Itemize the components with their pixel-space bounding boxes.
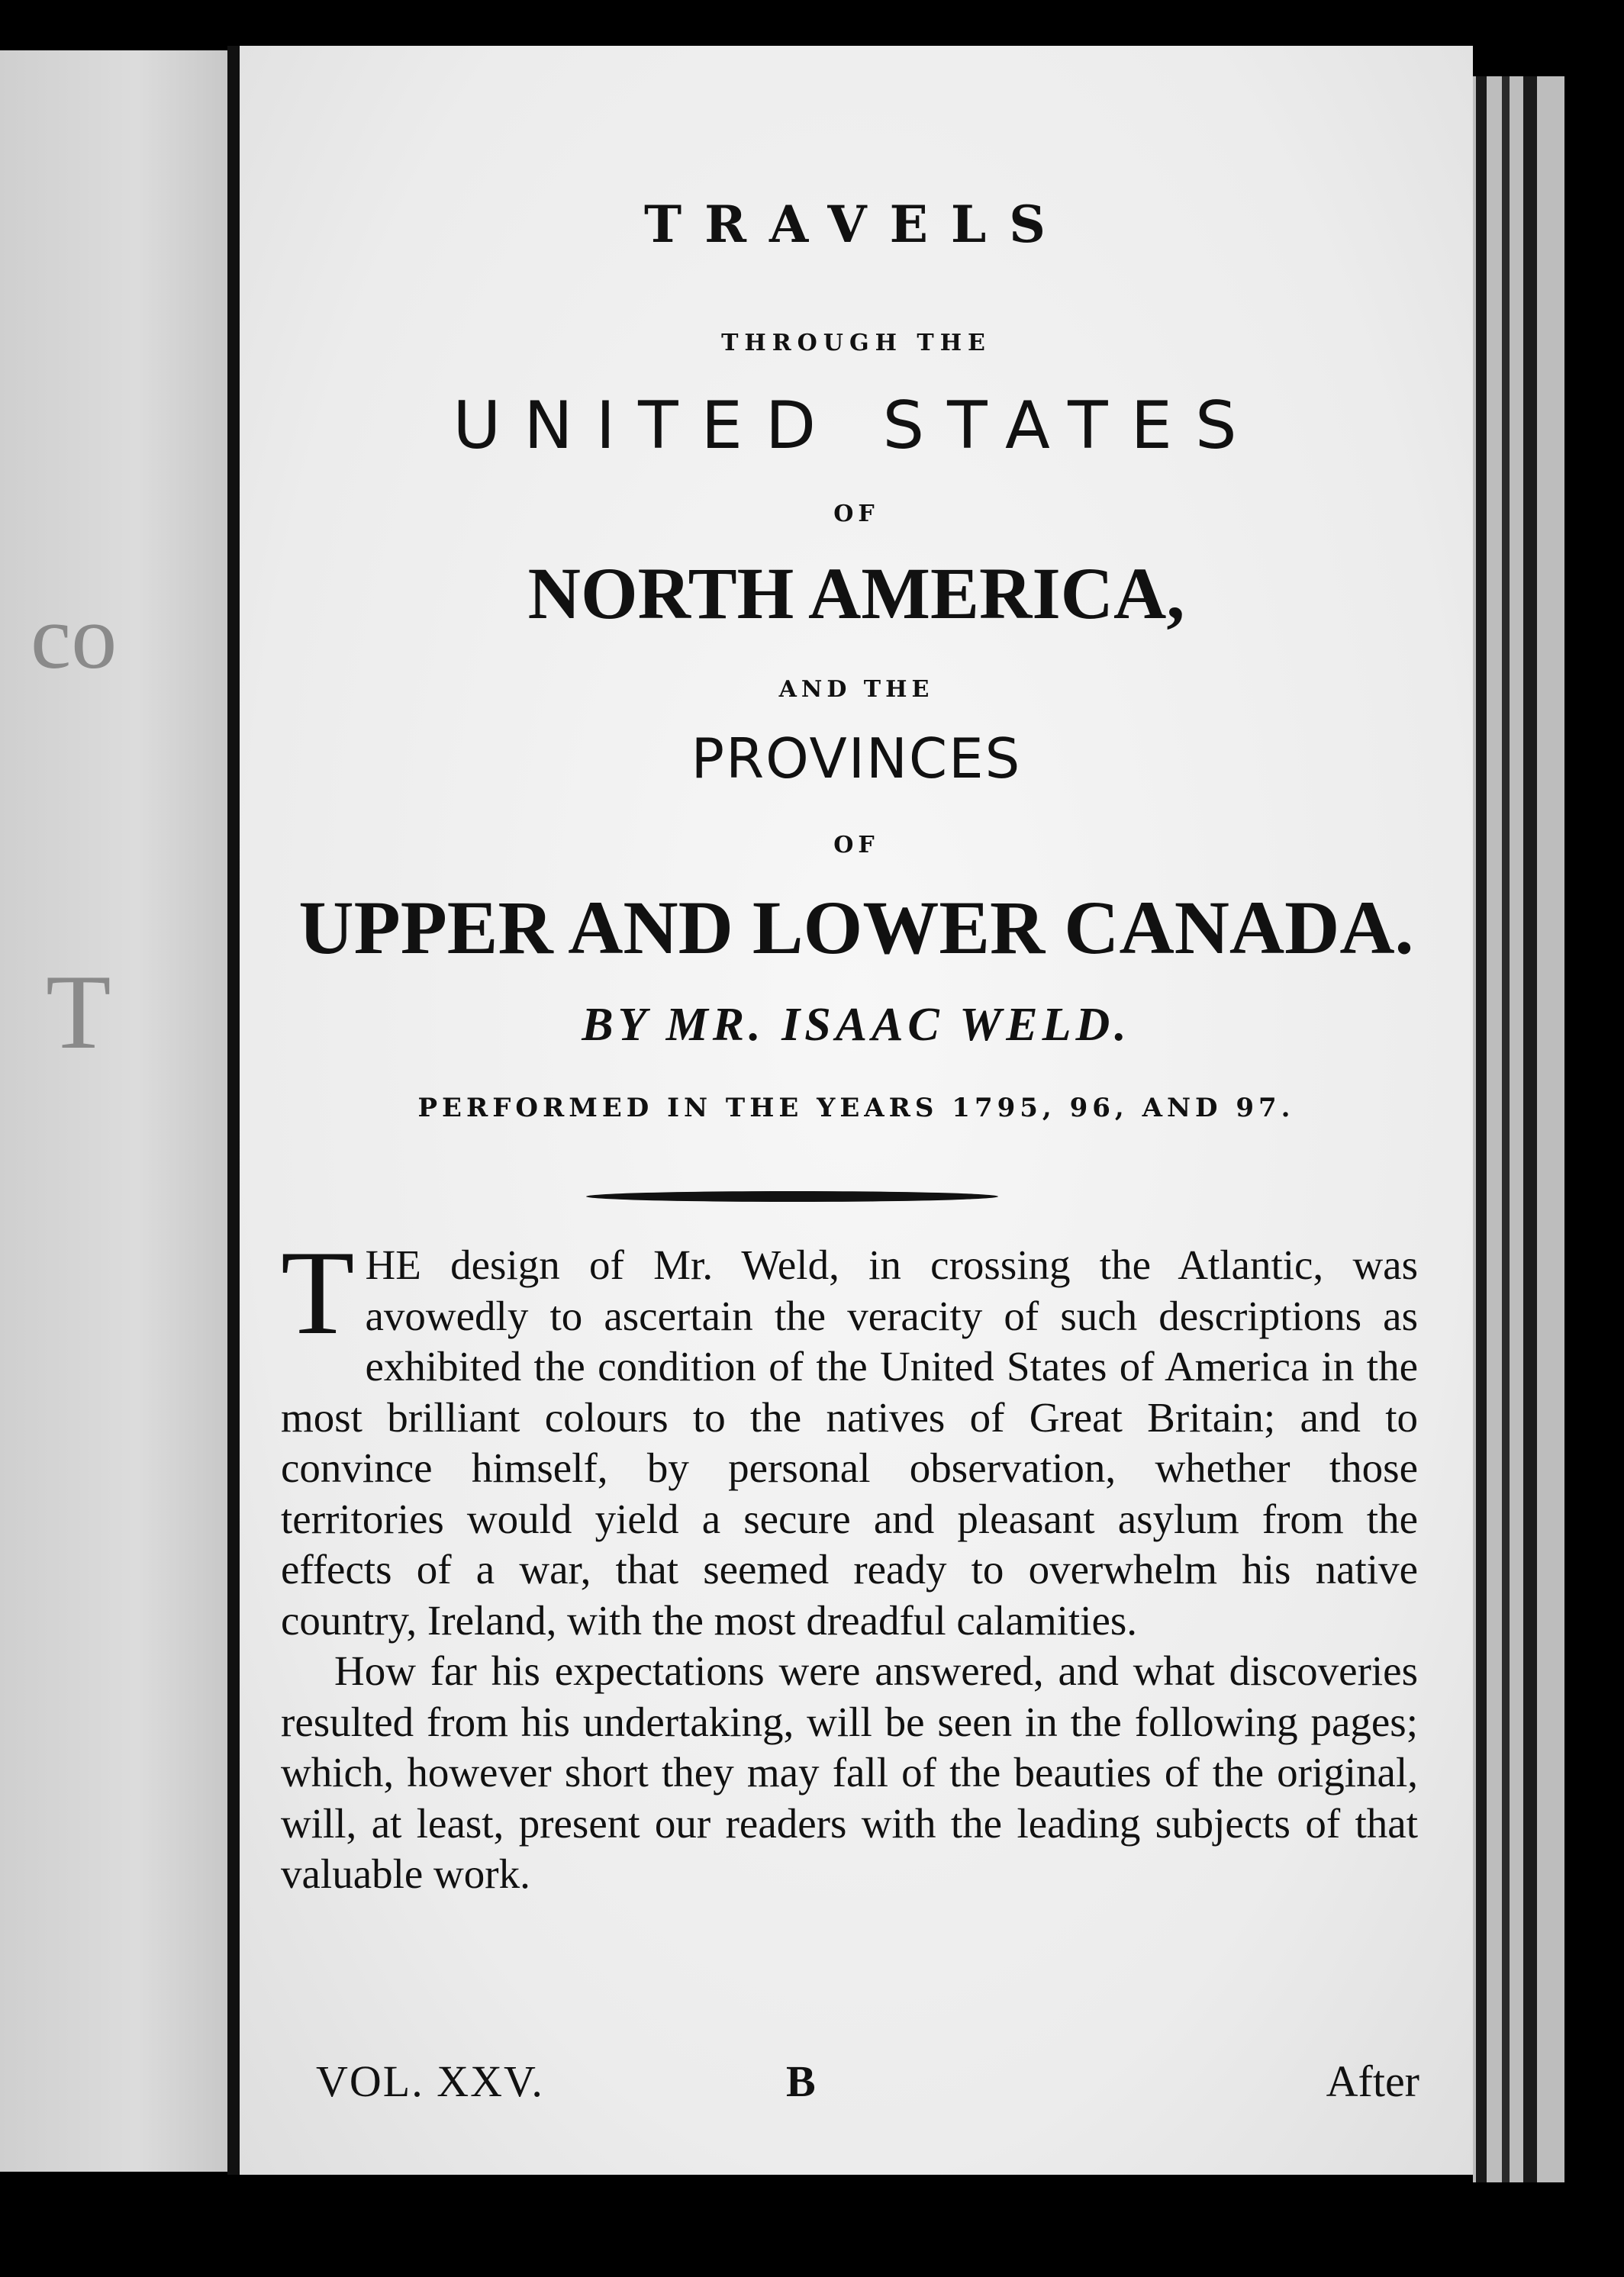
performed-years: PERFORMED IN THE YEARS 1795, 96, AND 97.: [417, 1093, 1295, 1123]
bleed-through-mark: co: [31, 586, 118, 688]
title-of: OF: [833, 501, 879, 527]
paragraph-text: HE design of Mr. Weld, in crossing the Atlantic, was avowedly to ascertain the veracity of such descriptions as exhibited the condition of the United States of America in the most brilliant colours to the natives of Great Britain; and to convince himself, by personal observation, whether those territories would yield a secure and pleasant asylum from the effects of a war, that seemed ready to overwhelm his native country, Ireland, with the most dreadful calamities.: [281, 1242, 1418, 1644]
paragraph: [281, 1226, 1418, 1646]
paragraph: [281, 1646, 1418, 1900]
title-provinces: PROVINCES: [691, 726, 1022, 791]
facing-page: [0, 50, 227, 2172]
catchword: After: [1326, 2056, 1419, 2106]
title-north-america: NORTH AMERICA,: [527, 552, 1185, 634]
paragraph-text: How far his expectations were answered, and what discoveries resulted from his undertaking, will be seen in the following pages; which, however short they may fall of the beauties of the original, will, at least, present our readers with the leading subjects of that valuable work.: [281, 1647, 1418, 1897]
page-edge-line: [1476, 76, 1487, 2182]
page-edges: [1473, 76, 1564, 2182]
page-edge-line: [1502, 76, 1510, 2182]
title-of: OF: [833, 832, 879, 858]
title-page: [240, 46, 1473, 2175]
bleed-through-mark: T: [46, 953, 111, 1071]
title-united-states: UNITED STATES: [453, 388, 1260, 464]
body-text: [281, 1226, 1418, 1900]
title-canada: UPPER AND LOWER CANADA.: [298, 885, 1414, 970]
signature-mark: B: [786, 2056, 816, 2106]
author-line: BY MR. ISAAC WELD.: [582, 999, 1131, 1051]
title-through-the: THROUGH THE: [721, 330, 991, 356]
ornamental-rule: [586, 1191, 998, 1202]
volume-number: VOL. XXV.: [316, 2056, 544, 2106]
page-footer: [240, 2056, 1473, 2117]
page-edge-line: [1523, 76, 1537, 2182]
drop-cap: T: [281, 1226, 355, 1360]
title-travels: TRAVELS: [644, 195, 1068, 254]
title-and-the: AND THE: [778, 676, 934, 703]
book-gutter: [227, 46, 240, 2175]
